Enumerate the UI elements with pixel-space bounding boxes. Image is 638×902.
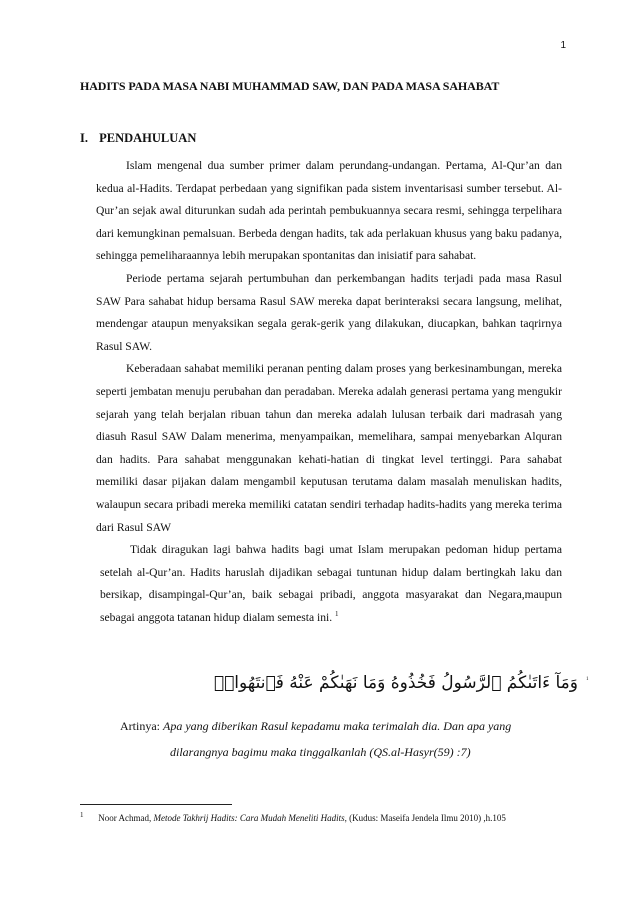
section-number: I.	[80, 131, 88, 145]
footnote	[80, 811, 580, 823]
body-text	[96, 155, 562, 629]
footnote-publisher: , (Kudus: Maseifa Jendela Ilmu 2010) ,h.105	[344, 813, 506, 823]
footnote-reference: 1	[335, 610, 339, 619]
footnote-divider	[80, 804, 232, 805]
footnote-author: Noor Achmad,	[98, 813, 152, 823]
paragraph-1: Islam mengenal dua sumber primer dalam perundang-undangan. Pertama, Al-Qur’an dan kedua al-Hadits. Terdapat perbedaan yang signifikan pada sistem inventarisasi sumber tersebut. Al-Qur’an sejak awal diturunkan sudah ada perintah pembukuannya secara resmi, sehingga terpelihara dari kemungkinan pemalsuan. Berbeda dengan hadits, tak ada perlakuan khusus yang baku padanya, sehingga pemeliharaannya lebih merupakan spontanitas dan inisiatif para sahabat.	[96, 159, 562, 263]
translation-text-1: Apa yang diberikan Rasul kepadamu maka terimalah dia. Dan apa yang	[163, 719, 512, 733]
paragraph-3: Keberadaan sahabat memiliki peranan penting dalam proses yang berkesinambungan, mereka seperti jembatan menuju perubahan dan peradaban. Mereka adalah generasi pertama yang mengukir sejarah yang telah berjalan ribuan tahun dan mereka adalah lulusan terbaik dari madrasah yang diasuh Rasul SAW Dalam menerima, menyampaikan, memelihara, sampai menyebarkan Alquran dan hadits. Para sahabat menggunakan kehati-hatian di tingkat level tertinggi. Para sahabat memiliki dasar pijakan dalam mengambil keputusan terutama dalam masalah menuliskan hadits, walaupun secara pribadi mereka memiliki catatan sendiri terhadap hadits-hadits yang mereka terima dari Rasul SAW	[96, 362, 562, 534]
document-title: HADITS PADA MASA NABI MUHAMMAD SAW, DAN PADA MASA SAHABAT	[80, 79, 500, 93]
page-number: 1	[560, 40, 566, 51]
translation-text-2: dilarangnya bagimu maka tinggalkanlah (QS.al-Hasyr(59) :7)	[170, 745, 471, 759]
translation-line-1	[120, 713, 580, 739]
footnote-number: 1	[80, 811, 84, 819]
verse-translation	[120, 713, 580, 765]
paragraph-4-text: Tidak diragukan lagi bahwa hadits bagi umat Islam merupakan pedoman hidup pertama setelah al-Qur’an. Hadits haruslah dijadikan sebagai tuntunan hidup dalam bertingkah laku dan bersikap, disampingal-Qur’an, baik sebagai pribadi, anggota masyarakat dan Negara,maupun sebagai anggota tatanan hidup dialam semesta ini.	[100, 543, 562, 624]
footnote-book-title: Metode Takhrij Hadits: Cara Mudah Meneliti Hadits	[153, 813, 345, 823]
section-heading	[80, 131, 196, 146]
arabic-verse-note: 1	[586, 677, 589, 682]
translation-label: Artinya:	[120, 719, 160, 733]
section-title: PENDAHULUAN	[99, 131, 197, 145]
paragraph-4	[100, 539, 562, 629]
paragraph-2: Periode pertama sejarah pertumbuhan dan perkembangan hadits terjadi pada masa Rasul SAW Para sahabat hidup bersama Rasul SAW mereka dapat berinteraksi secara langsung, melihat, mendengar ataupun menyaksikan segala gerak-gerik yang dilakukan, diucapkan, bahkan taqrirnya Rasul SAW.	[96, 271, 562, 353]
translation-line-2	[120, 739, 580, 765]
arabic-verse: وَمَآ ءَاتَىٰكُمُ ٱلرَّسُولُ فَخُذُوهُ وَمَا نَهَىٰكُمْ عَنْهُ فَٱنتَهُوا۟ۚ	[213, 673, 578, 693]
